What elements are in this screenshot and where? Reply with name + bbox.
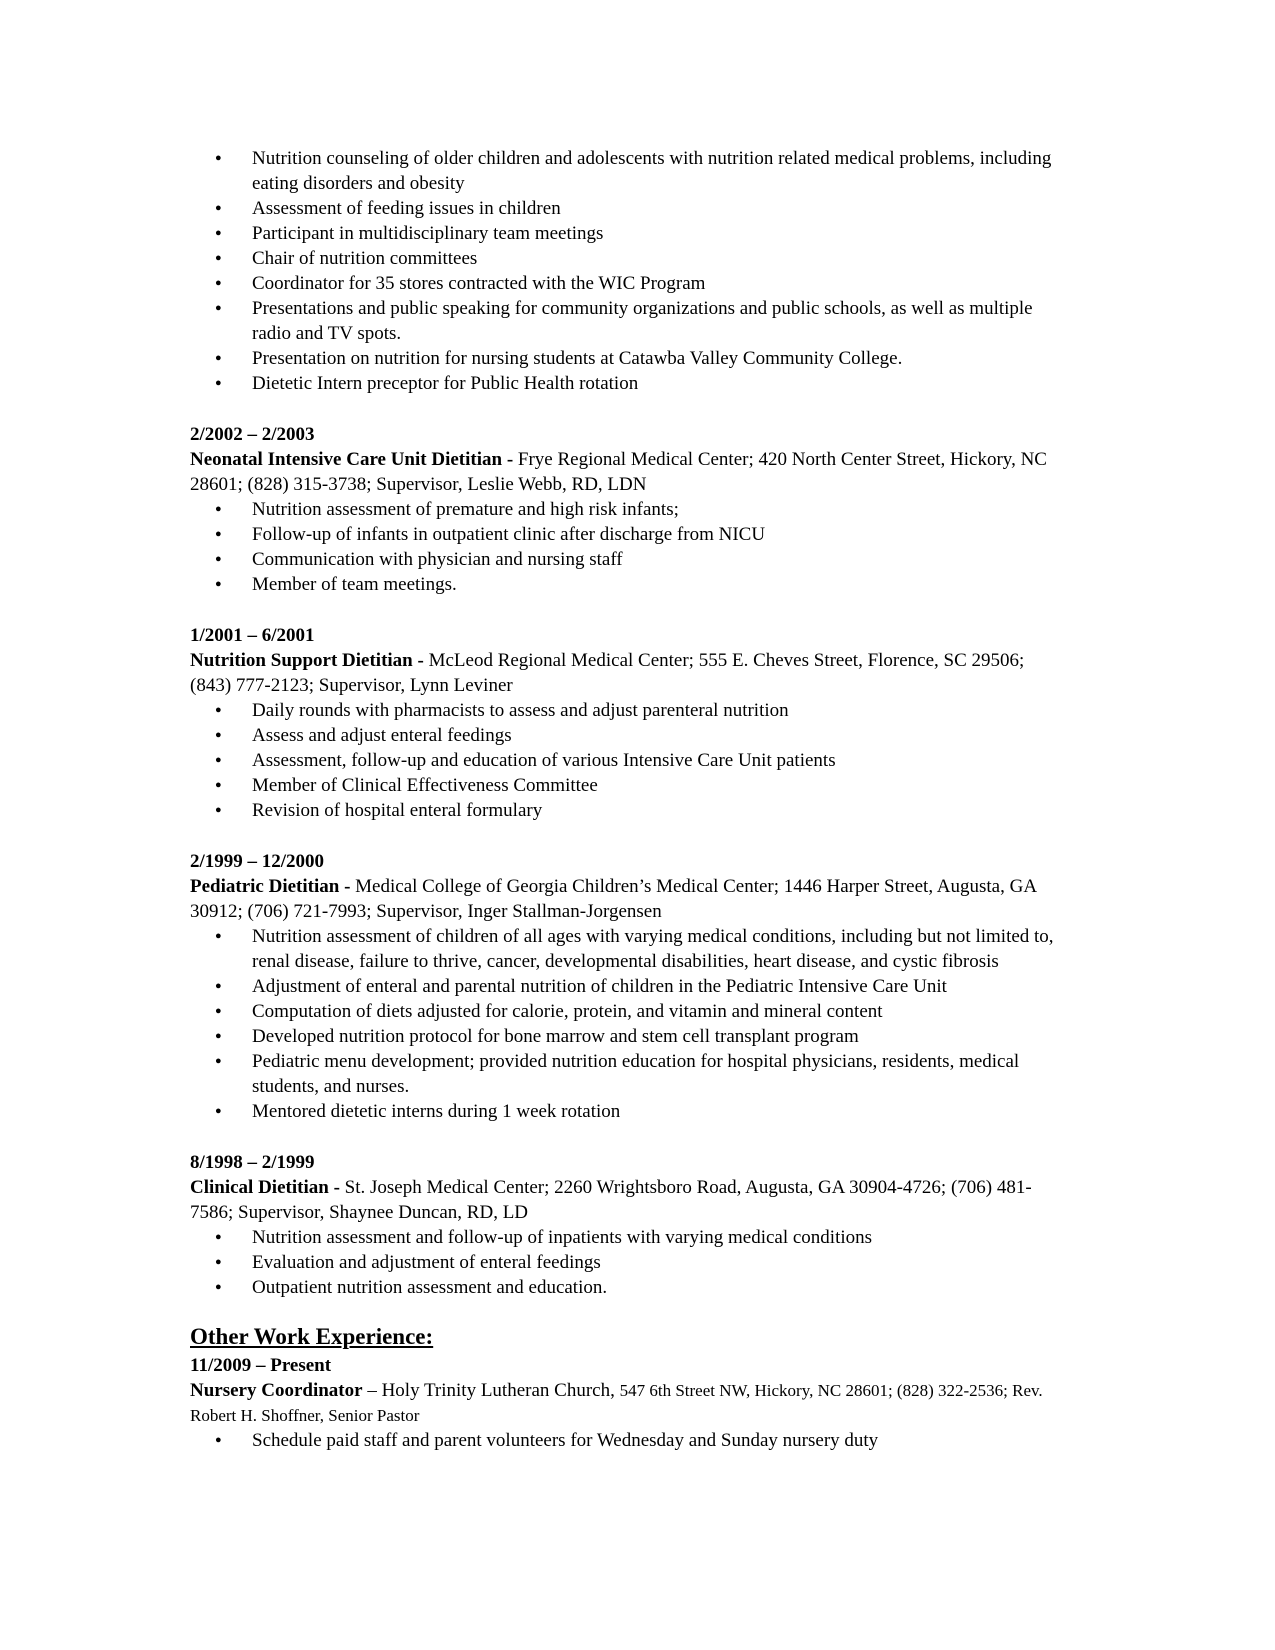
- job-title-line: [190, 447, 1070, 497]
- job-title-separator: -: [339, 876, 356, 897]
- section-heading-other-work-experience: Other Work Experience:: [190, 1324, 434, 1349]
- job-details: McLeod Regional Medical Center; 555 E. Cheves Street, Florence, SC 29506; (843) 777-2123; Supervisor, Lynn Leviner: [190, 650, 1025, 696]
- job-bullet-list: [190, 1428, 1070, 1453]
- bullet-item: ● Member of team meetings.: [190, 572, 1070, 597]
- job-details-small: 547 6th Street NW, Hickory, NC 28601; (828) 322-2536; Rev. Robert H. Shoffner, Senior Pastor: [190, 1381, 1043, 1425]
- bullet-item: ● Revision of hospital enteral formulary: [190, 798, 1070, 823]
- page-content: [190, 146, 1070, 1453]
- bullet-item: ● Adjustment of enteral and parental nutrition of children in the Pediatric Intensive Care Unit: [190, 974, 1070, 999]
- bullet-item: ● Member of Clinical Effectiveness Committee: [190, 773, 1070, 798]
- job-entry-pediatric-dietitian: [190, 849, 1070, 1124]
- job-dates: 2/2002 – 2/2003: [190, 424, 315, 445]
- job-dates: 2/1999 – 12/2000: [190, 851, 325, 872]
- job-details: Holy Trinity Lutheran Church,: [381, 1380, 620, 1401]
- job-title: Clinical Dietitian: [190, 1177, 329, 1198]
- job-dates: 1/2001 – 6/2001: [190, 625, 315, 646]
- job-title-line: [190, 1175, 1070, 1225]
- job-entry-nutrition-support-dietitian: [190, 623, 1070, 823]
- bullet-item: ● Computation of diets adjusted for calorie, protein, and vitamin and mineral content: [190, 999, 1070, 1024]
- job-details: Frye Regional Medical Center; 420 North Center Street, Hickory, NC 28601; (828) 315-3738; Supervisor, Leslie Webb, RD, LDN: [190, 449, 1047, 495]
- job-title: Pediatric Dietitian: [190, 876, 340, 897]
- job-title: Neonatal Intensive Care Unit Dietitian: [190, 449, 503, 470]
- job-title: Nutrition Support Dietitian: [190, 650, 413, 671]
- bullet-item: ● Communication with physician and nursing staff: [190, 547, 1070, 572]
- bullet-item: ● Nutrition assessment of children of all ages with varying medical conditions, including but not limited to, renal disease, failure to thrive, cancer, developmental disabilities, heart disease, and cystic fibrosis: [190, 924, 1070, 974]
- job-title-line: [190, 1378, 1070, 1428]
- bullet-item: ● Coordinator for 35 stores contracted with the WIC Program: [190, 271, 1070, 296]
- job-bullet-list: [190, 924, 1070, 1124]
- job-bullet-list: [190, 698, 1070, 823]
- bullet-item: ● Pediatric menu development; provided nutrition education for hospital physicians, residents, medical students, and nurses.: [190, 1049, 1070, 1099]
- bullet-item: ● Nutrition counseling of older children and adolescents with nutrition related medical problems, including eating disorders and obesity: [190, 146, 1070, 196]
- bullet-item: ● Presentation on nutrition for nursing students at Catawba Valley Community College.: [190, 346, 1070, 371]
- bullet-item: ● Assessment, follow-up and education of various Intensive Care Unit patients: [190, 748, 1070, 773]
- bullet-item: ● Follow-up of infants in outpatient clinic after discharge from NICU: [190, 522, 1070, 547]
- job-entry-neonatal-dietitian: [190, 422, 1070, 597]
- job-details: Medical College of Georgia Children’s Medical Center; 1446 Harper Street, Augusta, GA 30912; (706) 721-7993; Supervisor, Inger Stallman-Jorgensen: [190, 876, 1037, 922]
- job-title-line: [190, 648, 1070, 698]
- job-title-line: [190, 874, 1070, 924]
- bullet-item: ● Dietetic Intern preceptor for Public Health rotation: [190, 371, 1070, 396]
- continuation-bullet-list: [190, 146, 1070, 396]
- job-bullet-list: [190, 1225, 1070, 1300]
- job-title-separator: -: [502, 449, 518, 470]
- job-title: Nursery Coordinator: [190, 1380, 363, 1401]
- bullet-item: ● Nutrition assessment of premature and high risk infants;: [190, 497, 1070, 522]
- bullet-item: ● Mentored dietetic interns during 1 week rotation: [190, 1099, 1070, 1124]
- bullet-item: ● Developed nutrition protocol for bone marrow and stem cell transplant program: [190, 1024, 1070, 1049]
- job-dates: 11/2009 – Present: [190, 1355, 332, 1376]
- job-title-separator: -: [328, 1177, 345, 1198]
- bullet-item: ● Assessment of feeding issues in children: [190, 196, 1070, 221]
- bullet-item: ● Presentations and public speaking for community organizations and public schools, as well as multiple radio and TV spots.: [190, 296, 1070, 346]
- job-bullet-list: [190, 497, 1070, 597]
- bullet-item: ● Outpatient nutrition assessment and education.: [190, 1275, 1070, 1300]
- job-dates: 8/1998 – 2/1999: [190, 1152, 315, 1173]
- bullet-item: ● Assess and adjust enteral feedings: [190, 723, 1070, 748]
- bullet-item: ● Schedule paid staff and parent volunteers for Wednesday and Sunday nursery duty: [190, 1428, 1070, 1453]
- bullet-item: ● Nutrition assessment and follow-up of inpatients with varying medical conditions: [190, 1225, 1070, 1250]
- bullet-item: ● Daily rounds with pharmacists to assess and adjust parenteral nutrition: [190, 698, 1070, 723]
- bullet-item: ● Participant in multidisciplinary team meetings: [190, 221, 1070, 246]
- bullet-item: ● Chair of nutrition committees: [190, 246, 1070, 271]
- job-title-separator: –: [362, 1380, 382, 1401]
- job-entry-nursery-coordinator: [190, 1353, 1070, 1453]
- job-details: St. Joseph Medical Center; 2260 Wrightsboro Road, Augusta, GA 30904-4726; (706) 481-7586; Supervisor, Shaynee Duncan, RD, LD: [190, 1177, 1032, 1223]
- bullet-item: ● Evaluation and adjustment of enteral feedings: [190, 1250, 1070, 1275]
- job-title-separator: -: [412, 650, 429, 671]
- job-entry-clinical-dietitian: [190, 1150, 1070, 1300]
